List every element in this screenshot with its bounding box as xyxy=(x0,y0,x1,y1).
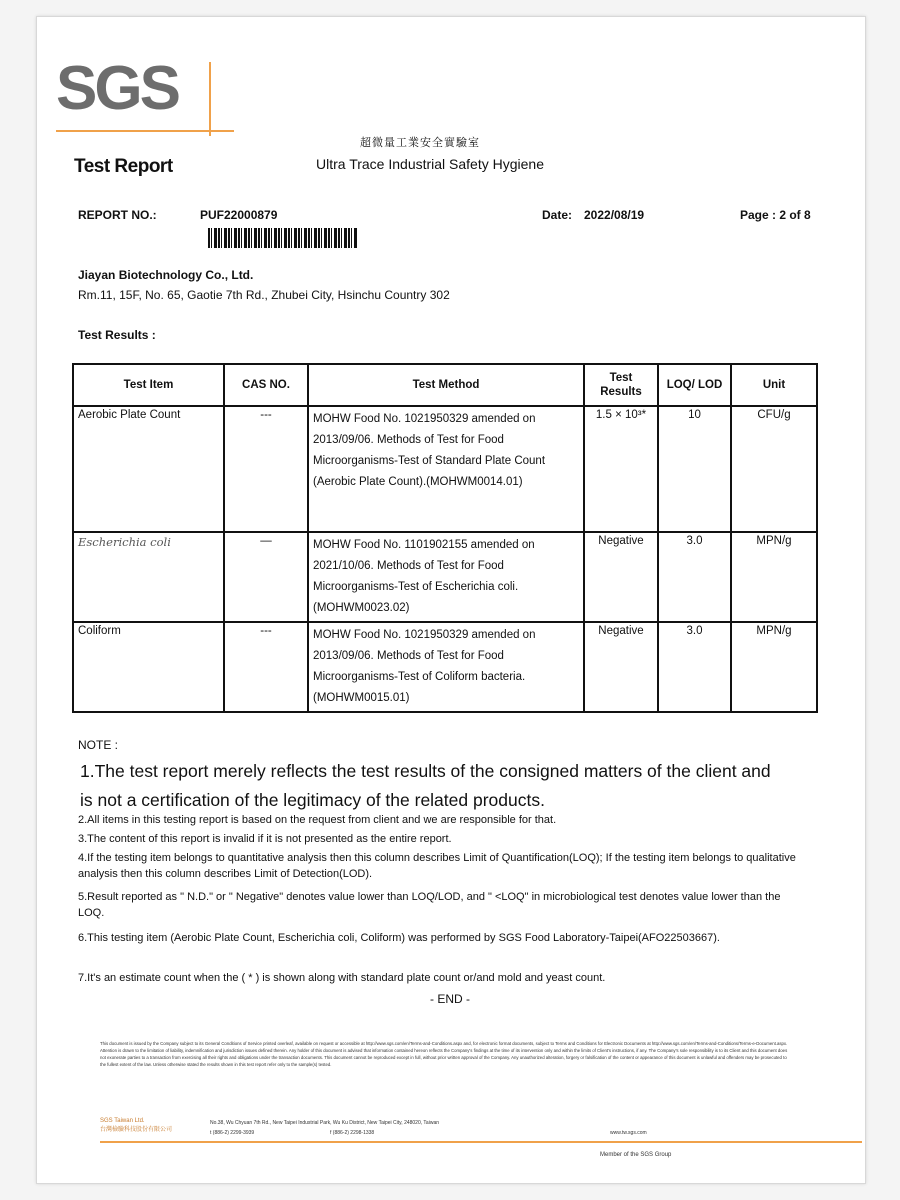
table-row xyxy=(73,406,817,532)
results-title: Test Results : xyxy=(78,328,156,342)
cell-cas: --- xyxy=(224,622,308,712)
footer-address: No.38, Wu Chyuan 7th Rd., New Taipei Industrial Park, Wu Ku District, New Taipei City, 248020, Taiwan xyxy=(210,1120,439,1126)
cell-method: MOHW Food No. 1021950329 amended on 2013/09/06. Methods of Test for Food Microorganisms-Test of Standard Plate Count (Aerobic Plate Count).(MOHWM0014.01) xyxy=(308,406,584,532)
note-2: 2.All items in this testing report is based on the request from client and we are responsible for that. xyxy=(78,814,557,826)
cell-item: Aerobic Plate Count xyxy=(73,406,224,532)
lab-name-cn: 超微量工業安全實驗室 xyxy=(360,136,480,149)
col-header-result: Test Results xyxy=(584,364,658,406)
table-row xyxy=(73,532,817,622)
footer-company-en: SGS Taiwan Ltd. xyxy=(100,1118,145,1124)
note-7: 7.It's an estimate count when the ( * ) is shown along with standard plate count or/and mold and yeast count. xyxy=(78,972,606,984)
cell-cas: — xyxy=(224,532,308,622)
cell-item: Escherichia coli xyxy=(73,532,224,622)
client-name: Jiayan Biotechnology Co., Ltd. xyxy=(78,268,254,282)
table-row xyxy=(73,622,817,712)
logo-orange-hline xyxy=(56,130,234,132)
note-label: NOTE : xyxy=(78,738,119,752)
cell-result: Negative xyxy=(584,622,658,712)
note-6: 6.This testing item (Aerobic Plate Count, Escherichia coli, Coliform) was performed by SGS Food Laboratory-Taipei(AFO22503667). xyxy=(78,932,720,944)
note-4: 4.If the testing item belongs to quantitative analysis then this column describes Limit of Quantification(LOQ); If the testing item belongs to qualitative analysis then this column describes Limit of Detection(LOD). xyxy=(78,852,796,880)
col-header-unit: Unit xyxy=(731,364,817,406)
footer-fax: f (886-2) 2298-1338 xyxy=(330,1130,375,1136)
sgs-logo xyxy=(56,54,236,138)
cell-unit: MPN/g xyxy=(731,532,817,622)
footer-web: www.tw.sgs.com xyxy=(610,1130,647,1136)
cell-loq: 10 xyxy=(658,406,731,532)
lab-name-en: Ultra Trace Industrial Safety Hygiene xyxy=(316,156,544,172)
cell-item: Coliform xyxy=(73,622,224,712)
note-1: 1.The test report merely reflects the test results of the consigned matters of the client and is not a certification of the legitimacy of the related products. xyxy=(80,761,771,810)
doc-type-title: Test Report xyxy=(74,156,173,177)
logo-orange-vline xyxy=(209,62,211,136)
cell-method: MOHW Food No. 1021950329 amended on 2013/09/06. Methods of Test for Food Microorganisms-Test of Coliform bacteria.(MOHWM0015.01) xyxy=(308,622,584,712)
cell-unit: CFU/g xyxy=(731,406,817,532)
report-no: PUF22000879 xyxy=(200,208,278,222)
footer-company xyxy=(100,1118,172,1133)
cell-method: MOHW Food No. 1101902155 amended on 2021/10/06. Methods of Test for Food Microorganisms-Test of Escherichia coli.(MOHWM0023.02) xyxy=(308,532,584,622)
cell-unit: MPN/g xyxy=(731,622,817,712)
date-label: Date: xyxy=(542,208,573,222)
cell-result: Negative xyxy=(584,532,658,622)
cell-loq: 3.0 xyxy=(658,622,731,712)
footer-company-cn: 台灣檢驗科技股份有限公司 xyxy=(100,1127,173,1133)
table-header-row xyxy=(73,364,817,406)
sgs-logo-text: SGS xyxy=(56,54,178,123)
note-3: 3.The content of this report is invalid if it is not presented as the entire report. xyxy=(78,833,452,845)
col-header-method: Test Method xyxy=(308,364,584,406)
footer-orange-line xyxy=(100,1141,862,1143)
barcode xyxy=(208,228,358,248)
col-header-item: Test Item xyxy=(73,364,224,406)
client-address: Rm.11, 15F, No. 65, Gaotie 7th Rd., Zhubei City, Hsinchu Country 302 xyxy=(78,288,450,302)
col-header-cas: CAS NO. xyxy=(224,364,308,406)
page-number: Page : 2 of 8 xyxy=(740,208,811,222)
note-5: 5.Result reported as " N.D." or " Negative" denotes value lower than LOQ/LOD, and " <LOQ" in microbiological test denotes value lower than the LOQ. xyxy=(78,891,781,919)
end-marker: - END - xyxy=(430,992,470,1006)
cell-result: 1.5 × 10³* xyxy=(584,406,658,532)
report-no-label: REPORT NO.: xyxy=(78,208,157,222)
results-table xyxy=(72,363,818,713)
member-of-sgs: Member of the SGS Group xyxy=(600,1152,672,1158)
legal-disclaimer: This document is issued by the Company subject to its General Conditions of Service printed overleaf, available on request or accessible at http://www.sgs.com/en/Terms-and-Conditions.aspx and, for electronic format documents, subject to Terms and Conditions for Electronic Documents at http://www.sgs.com/en/Terms-and-Conditions/Terms-e-Document.aspx. Attention is drawn to the limitation of liability, indemnification and jurisdiction issues defined therein. Any holder of this document is advised that information contained hereon reflects the Company's findings at the time of its intervention only and within the limits of Client's instructions, if any. The Company's sole responsibility is to its Client and this document does not exonerate parties to a transaction from exercising all their rights and obligations under the transaction documents. This document cannot be reproduced except in full, without prior written approval of the Company. Any unauthorized alteration, forgery or falsification of the content or appearance of this document is unlawful and offenders may be prosecuted to the fullest extent of the law. Unless otherwise stated the results shown in this test report refer only to the sample(s) tested. xyxy=(100,1041,788,1067)
report-date: 2022/08/19 xyxy=(584,208,645,222)
col-header-loq: LOQ/ LOD xyxy=(658,364,731,406)
cell-loq: 3.0 xyxy=(658,532,731,622)
cell-cas: --- xyxy=(224,406,308,532)
footer-phone: t (886-2) 2299-3939 xyxy=(210,1130,255,1136)
